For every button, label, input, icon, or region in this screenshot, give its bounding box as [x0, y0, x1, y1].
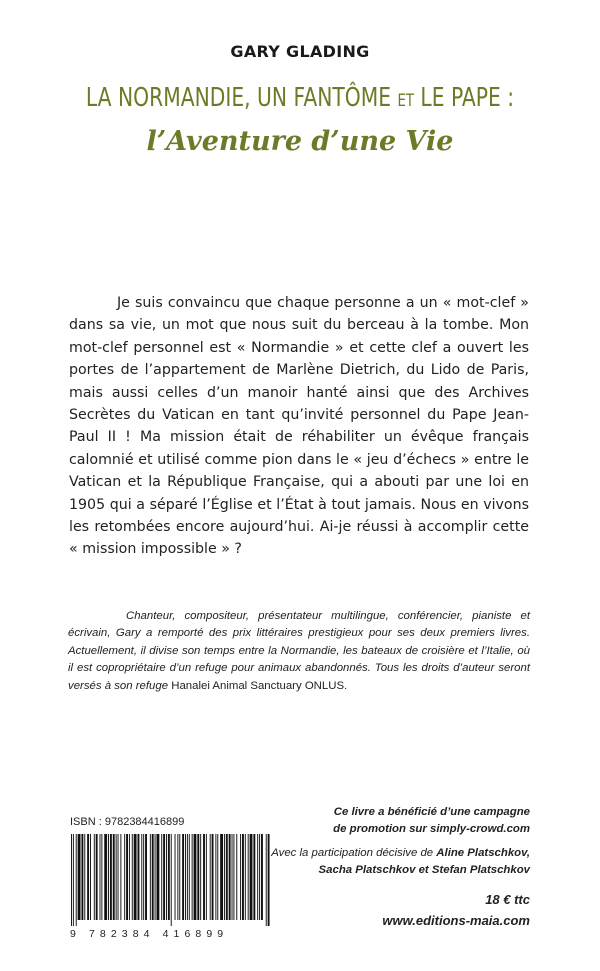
- barcode-bar: [171, 834, 172, 926]
- barcode-bar: [200, 834, 201, 920]
- barcode-bar: [203, 834, 205, 920]
- barcode-bar: [259, 834, 260, 920]
- title-part1: LA NORMANDIE, UN FANTÔME: [85, 83, 398, 113]
- barcode-bar: [161, 834, 162, 920]
- participation-line2: [266, 862, 530, 879]
- participation-intro: Avec la participation décisive de: [271, 847, 437, 859]
- barcode-bar: [182, 834, 184, 920]
- barcode-bar: [124, 834, 125, 920]
- barcode-bar: [168, 834, 170, 920]
- barcode-bar: [84, 834, 85, 920]
- participation-line1: [266, 845, 530, 862]
- barcode-bar: [120, 834, 121, 920]
- barcode-bar: [217, 834, 218, 920]
- barcode-bar: [73, 834, 74, 926]
- barcode-bar: [179, 834, 180, 920]
- sanctuary-name: Hanalei Animal Sanctuary ONLUS.: [171, 679, 348, 692]
- barcode-bar: [116, 834, 117, 920]
- title-conjunction: ET: [397, 91, 414, 111]
- barcode-bar: [240, 834, 241, 920]
- barcode-bar: [212, 834, 214, 920]
- barcode-bar: [242, 834, 244, 920]
- barcode-bar: [101, 834, 102, 920]
- barcode-bar: [152, 834, 154, 920]
- isbn-label: ISBN : 9782384416899: [70, 816, 185, 828]
- barcode-bar: [141, 834, 142, 920]
- barcode-bar: [253, 834, 255, 920]
- barcode-bar: [108, 834, 109, 920]
- barcode-bar: [187, 834, 188, 920]
- barcode-bar: [157, 834, 160, 920]
- bio-text: Chanteur, compositeur, présentateur multilingue, conférencier, pianiste et écrivain, Gary a remporté des prix littéraires prestigieux pour ses deux premiers livres. Actuellement, il divise son temps entre la Normandie, les bateaux de croisière et l’Italie, où il est copropriétaire d’un refuge pour animaux abandonnés. Tous les droits d’auteur seront versés à son refuge: [68, 610, 530, 692]
- barcode-bar: [192, 834, 193, 920]
- publisher-website: www.editions-maia.com: [382, 913, 530, 928]
- title-part2: LE PAPE :: [413, 83, 515, 113]
- barcode-bar: [96, 834, 98, 920]
- barcode-bar: [163, 834, 165, 920]
- barcode-bar: [220, 834, 223, 920]
- barcode-digits: 9 782384 416899: [70, 928, 229, 940]
- barcode-bar: [224, 834, 225, 920]
- barcode-bar: [76, 834, 77, 926]
- barcode-bar: [113, 834, 115, 920]
- barcode-bar: [145, 834, 147, 920]
- promo-line1: Ce livre a bénéficié d’une campagne: [333, 806, 530, 818]
- barcode-bar: [248, 834, 249, 920]
- participant-aline: Aline Platschkov,: [436, 847, 530, 859]
- participation-credits: [266, 845, 530, 879]
- barcode-bar: [166, 834, 167, 920]
- promo-notice: [266, 804, 530, 838]
- barcode-bar: [185, 834, 186, 920]
- author-bio: [68, 608, 530, 695]
- barcode-bar: [236, 834, 237, 920]
- barcode-bar: [155, 834, 156, 920]
- book-title-line1: [66, 83, 534, 113]
- barcode-bar: [118, 834, 119, 920]
- barcode-bar: [261, 834, 263, 920]
- barcode-bar: [138, 834, 140, 920]
- price: 18 € ttc: [485, 892, 530, 907]
- author-name: GARY GLADING: [230, 42, 370, 61]
- barcode-bar: [110, 834, 112, 920]
- barcode-bar: [245, 834, 246, 920]
- barcode-bar: [175, 834, 176, 920]
- barcode-bar: [215, 834, 216, 920]
- barcode-bar: [81, 834, 83, 920]
- barcode-bar: [197, 834, 199, 920]
- barcode-bar: [210, 834, 211, 920]
- barcode-bar: [78, 834, 81, 920]
- barcode-bar: [143, 834, 144, 920]
- barcode-bar: [189, 834, 190, 920]
- barcode: [70, 834, 272, 926]
- barcode-bar: [226, 834, 228, 920]
- barcode-bar: [250, 834, 253, 920]
- participants-sacha-stefan: Sacha Platschkov et Stefan Platschkov: [318, 864, 530, 876]
- barcode-bar: [232, 834, 233, 920]
- barcode-bar: [233, 834, 234, 920]
- barcode-bar: [132, 834, 133, 920]
- barcode-bar: [90, 834, 91, 920]
- barcode-bar: [134, 834, 137, 920]
- barcode-bar: [71, 834, 72, 926]
- barcode-bar: [194, 834, 197, 920]
- barcode-bar: [100, 834, 101, 920]
- barcode-bar: [87, 834, 89, 920]
- barcode-bar: [229, 834, 231, 920]
- book-summary: Je suis convaincu que chaque personne a un « mot-clef » dans sa vie, un mot que nous suit du berceau à la tombe. Mon mot-clef personnel est « Normandie » et cette clef a ouvert les portes de l’appartement de Marlène Dietrich, du Lido de Paris, mais aussi celles d’un manoir hanté ainsi que des Archives Secrètes du Vatican en tant qu’invité personnel du Pape Jean-Paul II ! Ma mission était de réhabiliter un évêque français calomnié et utilisé comme pion dans le « jeu d’échecs » entre le Vatican et la République Française, qui a abouti par une loi en 1905 qui a séparé l’Église et l’État à tout jamais. Nous en vivons les retombées encore aujourd’hui. Ai-je réussi à accomplir cette « mission impossible » ?: [69, 295, 529, 558]
- barcode-bar: [94, 834, 95, 920]
- barcode-bar: [126, 834, 128, 920]
- promo-line2: de promotion sur simply-crowd.com: [333, 823, 530, 835]
- barcode-bar: [257, 834, 258, 920]
- barcode-bar: [150, 834, 151, 920]
- barcode-bar: [129, 834, 130, 920]
- barcode-bar: [206, 834, 207, 920]
- book-title-line2: l’Aventure d’une Vie: [146, 126, 454, 157]
- barcode-bar: [104, 834, 107, 920]
- barcode-bar: [177, 834, 178, 920]
